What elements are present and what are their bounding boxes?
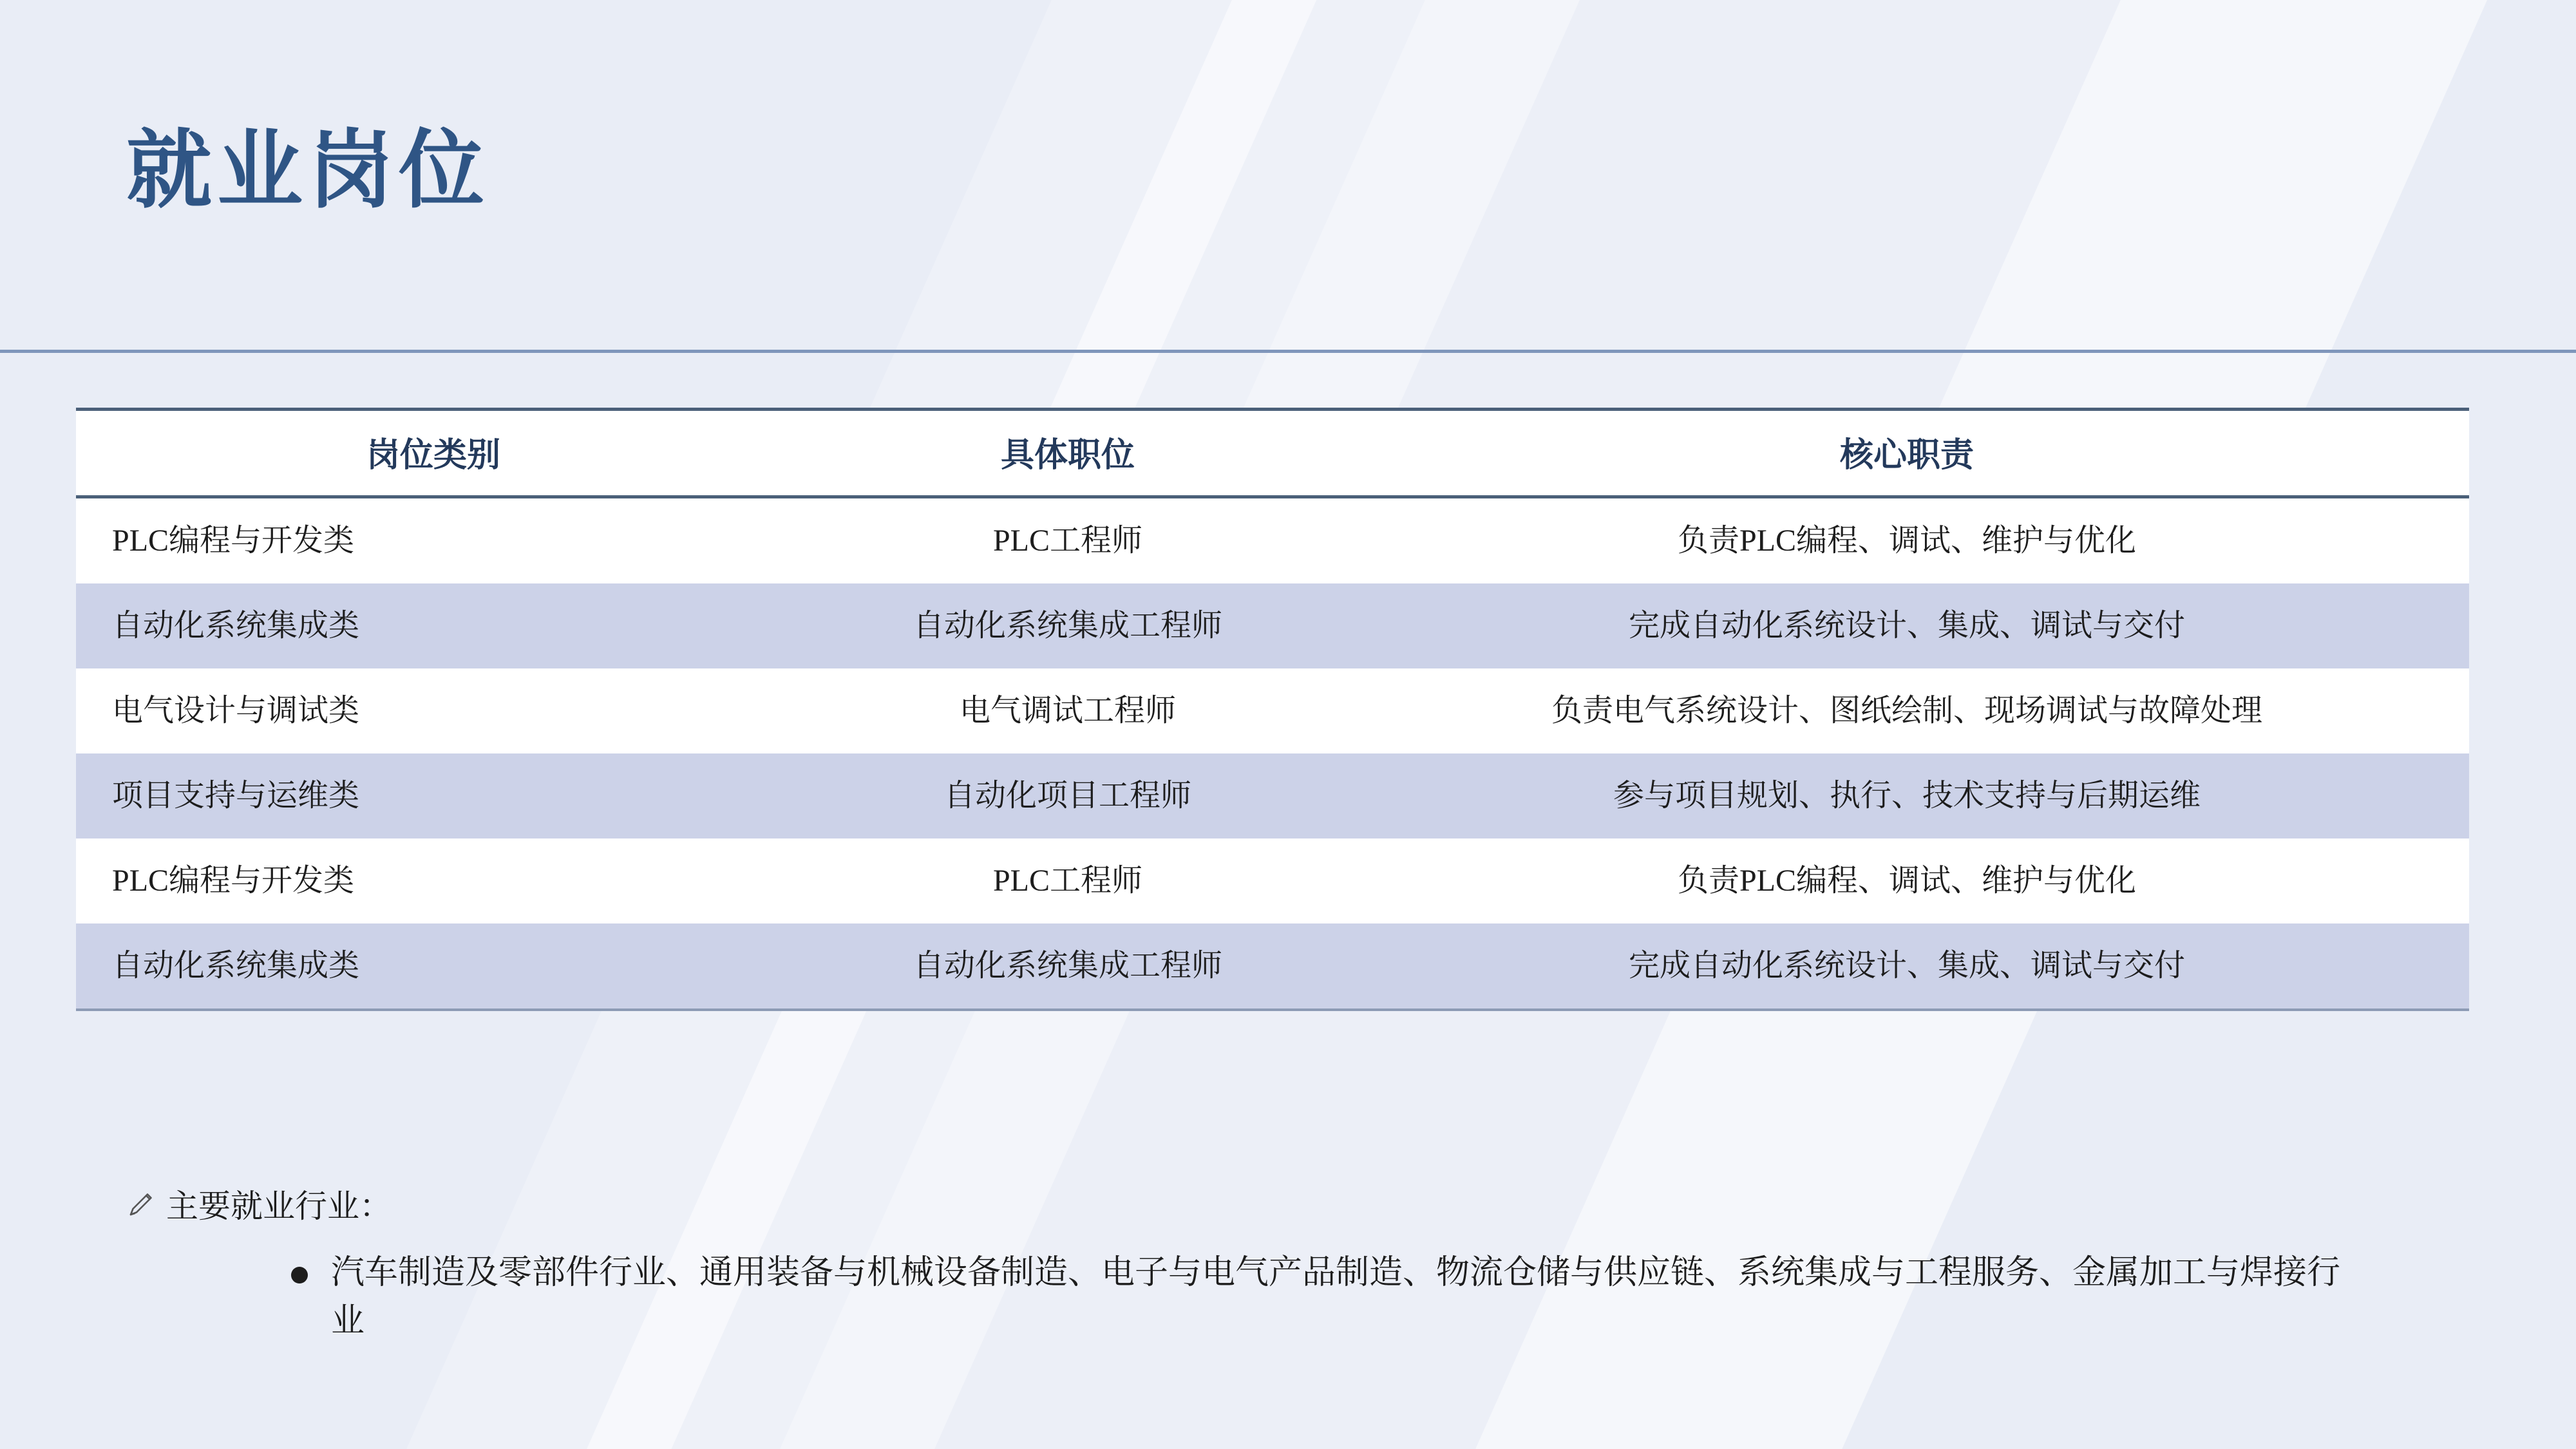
cell-duty: 负责电气系统设计、图纸绘制、现场调试与故障处理 (1345, 668, 2469, 753)
cell-position: 电气调试工程师 (791, 668, 1345, 753)
table-row (76, 583, 2469, 668)
note-heading-text: 主要就业行业： (166, 1188, 392, 1224)
table-row (76, 923, 2469, 1010)
column-header-position: 具体职位 (791, 410, 1345, 497)
pencil-icon (126, 1188, 157, 1219)
jobs-table (76, 408, 2469, 1011)
cell-category: 自动化系统集成类 (76, 923, 791, 1010)
cell-position: PLC工程师 (791, 497, 1345, 584)
cell-category: 自动化系统集成类 (76, 583, 791, 668)
cell-position: 自动化项目工程师 (791, 753, 1345, 838)
page-header (0, 0, 2576, 353)
cell-category: PLC编程与开发类 (76, 497, 791, 584)
footer-note (126, 1180, 2470, 1346)
cell-duty: 负责PLC编程、调试、维护与优化 (1345, 497, 2469, 584)
table-header-row (76, 410, 2469, 497)
cell-duty: 完成自动化系统设计、集成、调试与交付 (1345, 923, 2469, 1010)
table-body (76, 497, 2469, 1010)
cell-position: 自动化系统集成工程师 (791, 923, 1345, 1010)
page-title: 就业岗位 (126, 123, 489, 218)
column-header-category: 岗位类别 (76, 410, 791, 497)
cell-duty: 完成自动化系统设计、集成、调试与交付 (1345, 583, 2469, 668)
table-row (76, 838, 2469, 923)
column-header-duty: 核心职责 (1345, 410, 2469, 497)
header-divider (0, 350, 2576, 353)
note-bullet-text: 汽车制造及零部件行业、通用装备与机械设备制造、电子与电气产品制造、物流仓储与供应链、系统集成与工程服务、金属加工与焊接行业 (331, 1255, 2341, 1340)
cell-category: PLC编程与开发类 (76, 838, 791, 923)
cell-category: 项目支持与运维类 (76, 753, 791, 838)
note-bullet-item (126, 1249, 2470, 1346)
table-row (76, 753, 2469, 838)
cell-duty: 参与项目规划、执行、技术支持与后期运维 (1345, 753, 2469, 838)
cell-category: 电气设计与调试类 (76, 668, 791, 753)
note-heading-row (126, 1180, 2470, 1227)
cell-position: PLC工程师 (791, 838, 1345, 923)
jobs-table-container (76, 408, 2469, 1011)
cell-position: 自动化系统集成工程师 (791, 583, 1345, 668)
cell-duty: 负责PLC编程、调试、维护与优化 (1345, 838, 2469, 923)
table-row (76, 668, 2469, 753)
table-row (76, 497, 2469, 584)
bullet-dot-icon (291, 1267, 308, 1283)
table-header (76, 410, 2469, 497)
